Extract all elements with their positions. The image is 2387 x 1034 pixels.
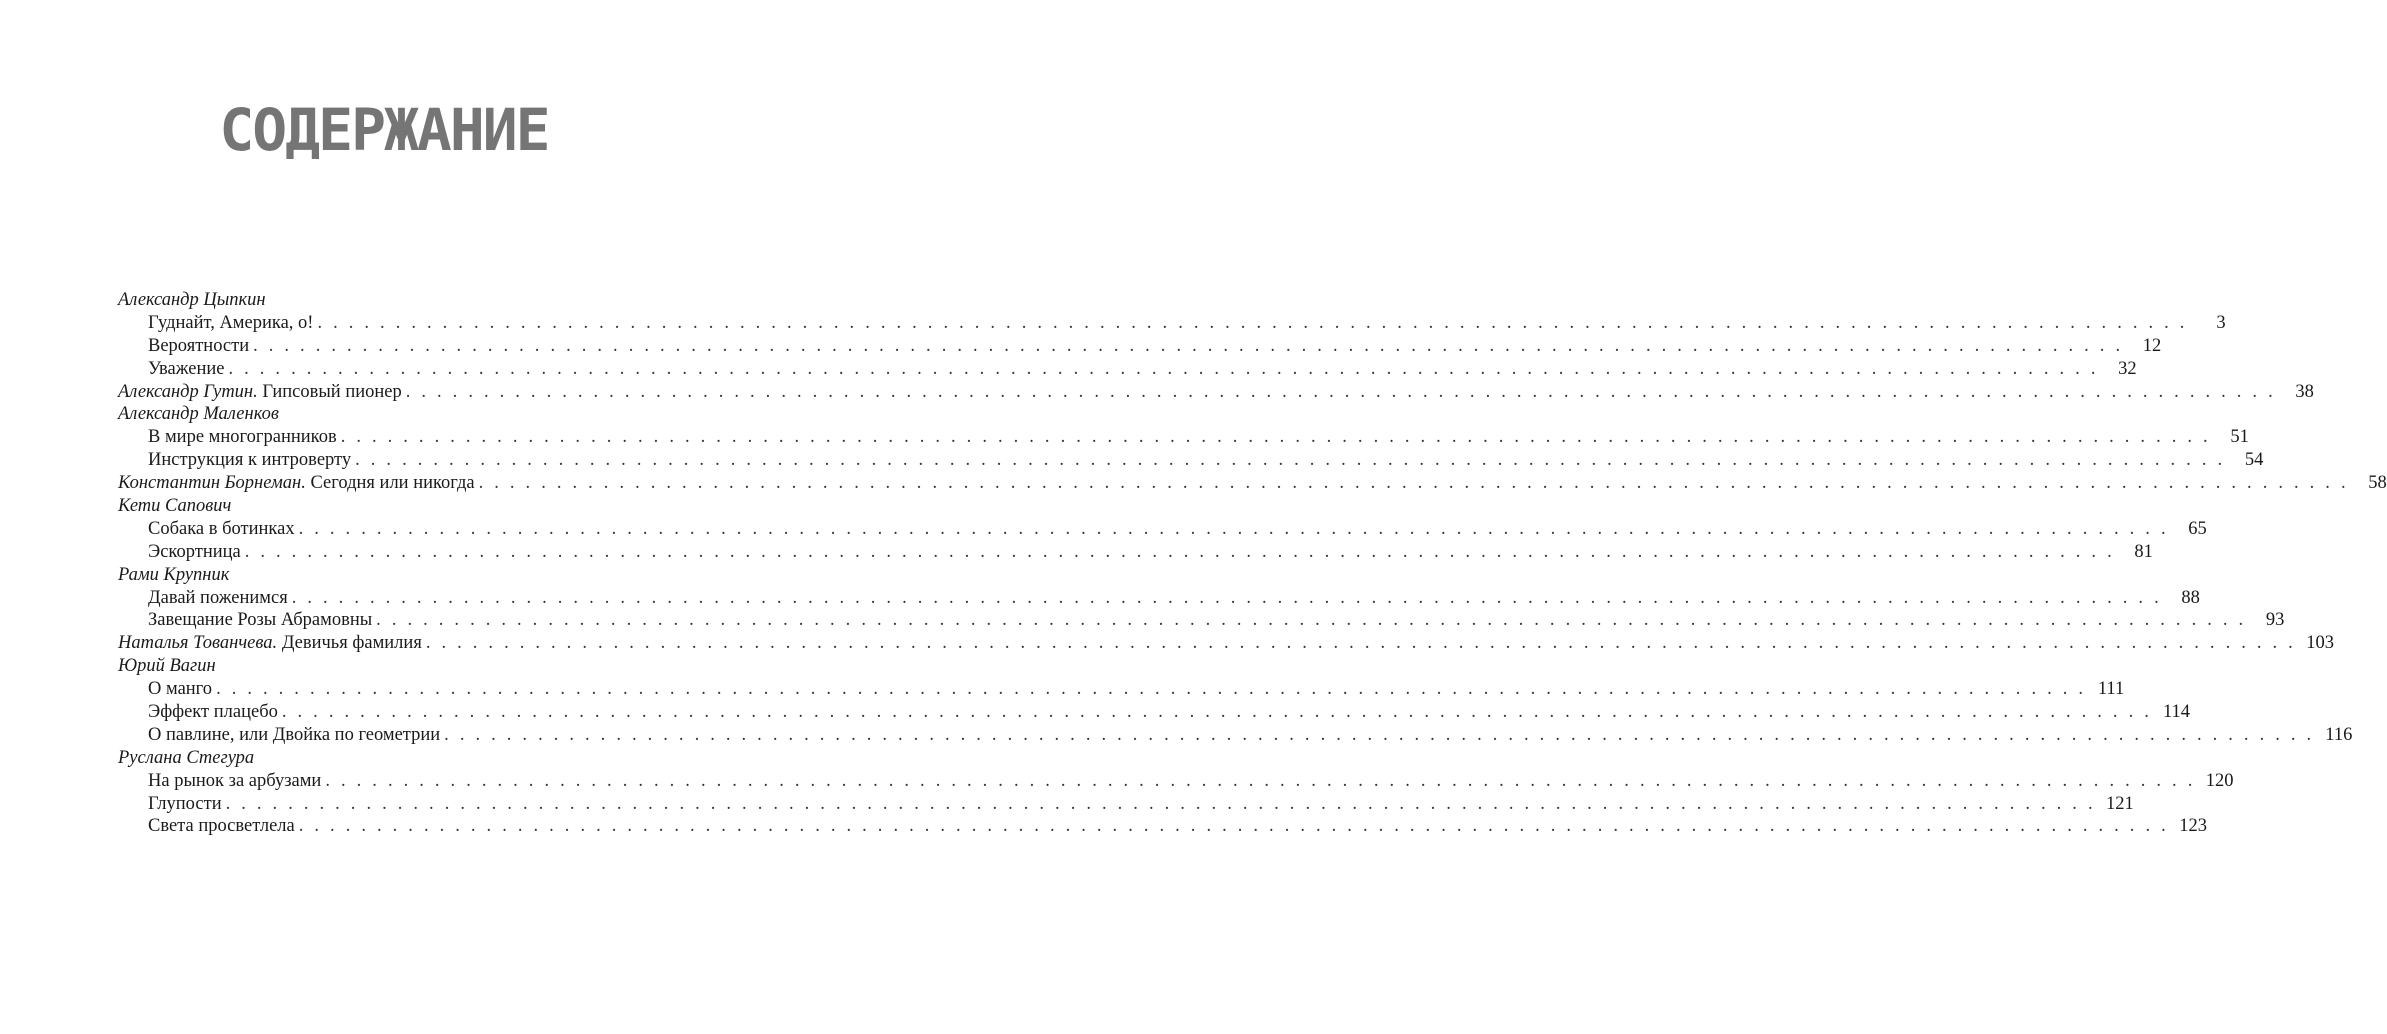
toc-leader-dots: . . . . . . . . . . . . . . . . . . . . . . . . . . . . . . . . . . . . . . . . . . . . . . . . . . . . . . . . . . . . . . . . . . . . . . . . . . . . . . . . . . . . . . . . . . . . . . . . . . . . . . . . . . . . . . . . . . . . . . . . <box>478 473 2349 494</box>
toc-page-number: 114 <box>2162 702 2191 723</box>
toc-entry-title: Девичья фамилия <box>281 633 422 654</box>
toc-author-name: Александр Цыпкин <box>118 290 266 310</box>
toc-page-number: 123 <box>2179 816 2207 837</box>
toc-author-name: Александр Гутин. <box>118 381 258 402</box>
toc-leader-dots: . . . . . . . . . . . . . . . . . . . . . . . . . . . . . . . . . . . . . . . . . . . . . . . . . . . . . . . . . . . . . . . . . . . . . . . . . . . . . . . . . . . . . . . . . . . . . . . . . . . . . . . . . . . . . . . . . . . . . . . . <box>317 312 2188 333</box>
toc-entry <box>118 770 2234 793</box>
toc-author-name: Александр Маленков <box>118 404 279 425</box>
toc-entry-title: Собака в ботинках <box>148 518 295 539</box>
toc-page-number: 121 <box>2106 793 2134 814</box>
toc-entry-title: Давай поженимся <box>148 587 288 608</box>
toc-entry-heading <box>118 472 475 495</box>
toc-entry <box>118 358 2137 381</box>
toc-author-heading <box>118 747 674 770</box>
toc-leader-dots: . . . . . . . . . . . . . . . . . . . . . . . . . . . . . . . . . . . . . . . . . . . . . . . . . . . . . . . . . . . . . . . . . . . . . . . . . . . . . . . . . . . . . . . . . . . . . . . . . . . . . . . . . . . . . . . . . . . . . . . . <box>281 702 2153 723</box>
toc-entry-title: Уважение <box>148 358 225 379</box>
toc-entry <box>118 426 2249 449</box>
toc-entry <box>118 381 2314 404</box>
toc-leader-dots: . . . . . . . . . . . . . . . . . . . . . . . . . . . . . . . . . . . . . . . . . . . . . . . . . . . . . . . . . . . . . . . . . . . . . . . . . . . . . . . . . . . . . . . . . . . . . . . . . . . . . . . . . . . . . . . . . . . . . . . . <box>444 724 2315 745</box>
toc-page-number: 81 <box>2134 541 2153 562</box>
toc-entry-title: Инструкция к интроверту <box>148 450 352 471</box>
toc-entry <box>118 449 2264 472</box>
toc-leader-dots: . . . . . . . . . . . . . . . . . . . . . . . . . . . . . . . . . . . . . . . . . . . . . . . . . . . . . . . . . . . . . . . . . . . . . . . . . . . . . . . . . . . . . . . . . . . . . . . . . . . . . . . . . . . . . . . . . . . . . . . . <box>298 518 2169 539</box>
toc-page-number: 51 <box>2230 427 2249 448</box>
toc-entry <box>118 518 2207 541</box>
toc-author-name: Константин Борнеман. <box>118 473 306 494</box>
toc-entry <box>118 312 2226 335</box>
toc-page-number: 116 <box>2325 724 2353 745</box>
toc-author-heading <box>118 655 674 678</box>
toc-author-heading <box>118 289 674 312</box>
toc-entry-heading <box>118 632 422 655</box>
toc-entry <box>118 678 2125 701</box>
toc-entry-title: Эскортница <box>148 541 241 562</box>
toc-page-number: 32 <box>2118 358 2137 379</box>
toc-page-number: 103 <box>2306 633 2335 654</box>
toc-entry-title: Вероятности <box>148 335 250 356</box>
toc-author-heading <box>118 495 674 518</box>
toc-entry-title: О манго <box>148 679 213 700</box>
toc-leader-dots: . . . . . . . . . . . . . . . . . . . . . . . . . . . . . . . . . . . . . . . . . . . . . . . . . . . . . . . . . . . . . . . . . . . . . . . . . . . . . . . . . . . . . . . . . . . . . . . . . . . . . . . . . . . . . . . . . . . . . . . . <box>244 541 2115 562</box>
toc-page-number: 12 <box>2142 335 2162 356</box>
toc-leader-dots: . . . . . . . . . . . . . . . . . . . . . . . . . . . . . . . . . . . . . . . . . . . . . . . . . . . . . . . . . . . . . . . . . . . . . . . . . . . . . . . . . . . . . . . . . . . . . . . . . . . . . . . . . . . . . . . . . . . . . . . . <box>216 679 2087 700</box>
toc-page-number: 3 <box>2216 312 2226 333</box>
page-title: СОДЕРЖАНИЕ <box>219 96 549 164</box>
toc-author-name: Кети Сапович <box>118 496 232 517</box>
table-of-contents <box>118 289 2387 838</box>
toc-entry-title: Света просветлела <box>148 816 295 837</box>
toc-leader-dots: . . . . . . . . . . . . . . . . . . . . . . . . . . . . . . . . . . . . . . . . . . . . . . . . . . . . . . . . . . . . . . . . . . . . . . . . . . . . . . . . . . . . . . . . . . . . . . . . . . . . . . . . . . . . . . . . . . . . . . . . <box>405 381 2276 402</box>
toc-author-heading <box>118 564 674 587</box>
toc-author-name: Наталья Тованчева. <box>118 633 278 654</box>
toc-leader-dots: . . . . . . . . . . . . . . . . . . . . . . . . . . . . . . . . . . . . . . . . . . . . . . . . . . . . . . . . . . . . . . . . . . . . . . . . . . . . . . . . . . . . . . . . . . . . . . . . . . . . . . . . . . . . . . . . . . . . . . . . <box>425 633 2297 654</box>
toc-entry <box>118 335 2162 358</box>
toc-entry <box>118 541 2153 564</box>
toc-entry-title: В мире многогранников <box>148 427 337 448</box>
toc-entry-title: На рынок за арбузами <box>148 770 322 791</box>
toc-page-number: 38 <box>2295 381 2314 402</box>
toc-entry <box>118 632 2335 655</box>
toc-entry-heading <box>118 381 402 404</box>
toc-leader-dots: . . . . . . . . . . . . . . . . . . . . . . . . . . . . . . . . . . . . . . . . . . . . . . . . . . . . . . . . . . . . . . . . . . . . . . . . . . . . . . . . . . . . . . . . . . . . . . . . . . . . . . . . . . . . . . . . . . . . . . . . <box>325 770 2196 791</box>
toc-leader-dots: . . . . . . . . . . . . . . . . . . . . . . . . . . . . . . . . . . . . . . . . . . . . . . . . . . . . . . . . . . . . . . . . . . . . . . . . . . . . . . . . . . . . . . . . . . . . . . . . . . . . . . . . . . . . . . . . . . . . . . . . <box>340 427 2211 448</box>
toc-entry-title: О павлине, или Двойка по геометрии <box>148 724 441 745</box>
toc-entry <box>118 815 2207 838</box>
toc-leader-dots: . . . . . . . . . . . . . . . . . . . . . . . . . . . . . . . . . . . . . . . . . . . . . . . . . . . . . . . . . . . . . . . . . . . . . . . . . . . . . . . . . . . . . . . . . . . . . . . . . . . . . . . . . . . . . . . . . . . . . . . . <box>225 793 2096 814</box>
toc-leader-dots: . . . . . . . . . . . . . . . . . . . . . . . . . . . . . . . . . . . . . . . . . . . . . . . . . . . . . . . . . . . . . . . . . . . . . . . . . . . . . . . . . . . . . . . . . . . . . . . . . . . . . . . . . . . . . . . . . . . . . . . . <box>228 358 2099 379</box>
toc-page-number: 93 <box>2265 610 2285 631</box>
toc-page-number: 54 <box>2244 450 2264 471</box>
toc-entry-title: Эффект плацебо <box>148 702 278 723</box>
toc-leader-dots: . . . . . . . . . . . . . . . . . . . . . . . . . . . . . . . . . . . . . . . . . . . . . . . . . . . . . . . . . . . . . . . . . . . . . . . . . . . . . . . . . . . . . . . . . . . . . . . . . . . . . . . . . . . . . . . . . . . . . . . . <box>291 587 2162 608</box>
toc-author-name: Руслана Стегура <box>118 747 255 768</box>
toc-entry-title: Глупости <box>148 793 222 814</box>
toc-entry <box>118 587 2200 610</box>
toc-page-number: 88 <box>2181 587 2200 608</box>
toc-entry-title: Сегодня или никогда <box>310 473 475 494</box>
toc-leader-dots: . . . . . . . . . . . . . . . . . . . . . . . . . . . . . . . . . . . . . . . . . . . . . . . . . . . . . . . . . . . . . . . . . . . . . . . . . . . . . . . . . . . . . . . . . . . . . . . . . . . . . . . . . . . . . . . . . . . . . . . . <box>298 816 2169 837</box>
toc-author-heading <box>118 403 674 426</box>
toc-page-number: 111 <box>2097 679 2125 700</box>
toc-entry <box>118 472 2387 495</box>
toc-entry-title: Гипсовый пионер <box>262 381 402 402</box>
toc-leader-dots: . . . . . . . . . . . . . . . . . . . . . . . . . . . . . . . . . . . . . . . . . . . . . . . . . . . . . . . . . . . . . . . . . . . . . . . . . . . . . . . . . . . . . . . . . . . . . . . . . . . . . . . . . . . . . . . . . . . . . . . . <box>253 335 2124 356</box>
toc-page-number: 58 <box>2368 473 2387 494</box>
toc-entry <box>118 701 2191 724</box>
toc-entry-title: Завещание Розы Абрамовны <box>148 610 373 631</box>
toc-entry <box>118 793 2134 816</box>
toc-author-name: Юрий Вагин <box>118 656 216 677</box>
toc-leader-dots: . . . . . . . . . . . . . . . . . . . . . . . . . . . . . . . . . . . . . . . . . . . . . . . . . . . . . . . . . . . . . . . . . . . . . . . . . . . . . . . . . . . . . . . . . . . . . . . . . . . . . . . . . . . . . . . . . . . . . . . . <box>355 450 2226 471</box>
toc-page-number: 65 <box>2188 518 2207 539</box>
toc-entry <box>118 724 2353 747</box>
toc-entry-title: Гуднайт, Америка, о! <box>148 312 314 333</box>
toc-entry <box>118 609 2285 632</box>
toc-leader-dots: . . . . . . . . . . . . . . . . . . . . . . . . . . . . . . . . . . . . . . . . . . . . . . . . . . . . . . . . . . . . . . . . . . . . . . . . . . . . . . . . . . . . . . . . . . . . . . . . . . . . . . . . . . . . . . . . . . . . . . . . <box>376 610 2247 631</box>
toc-page-number: 120 <box>2205 770 2234 791</box>
toc-author-name: Рами Крупник <box>118 564 230 585</box>
